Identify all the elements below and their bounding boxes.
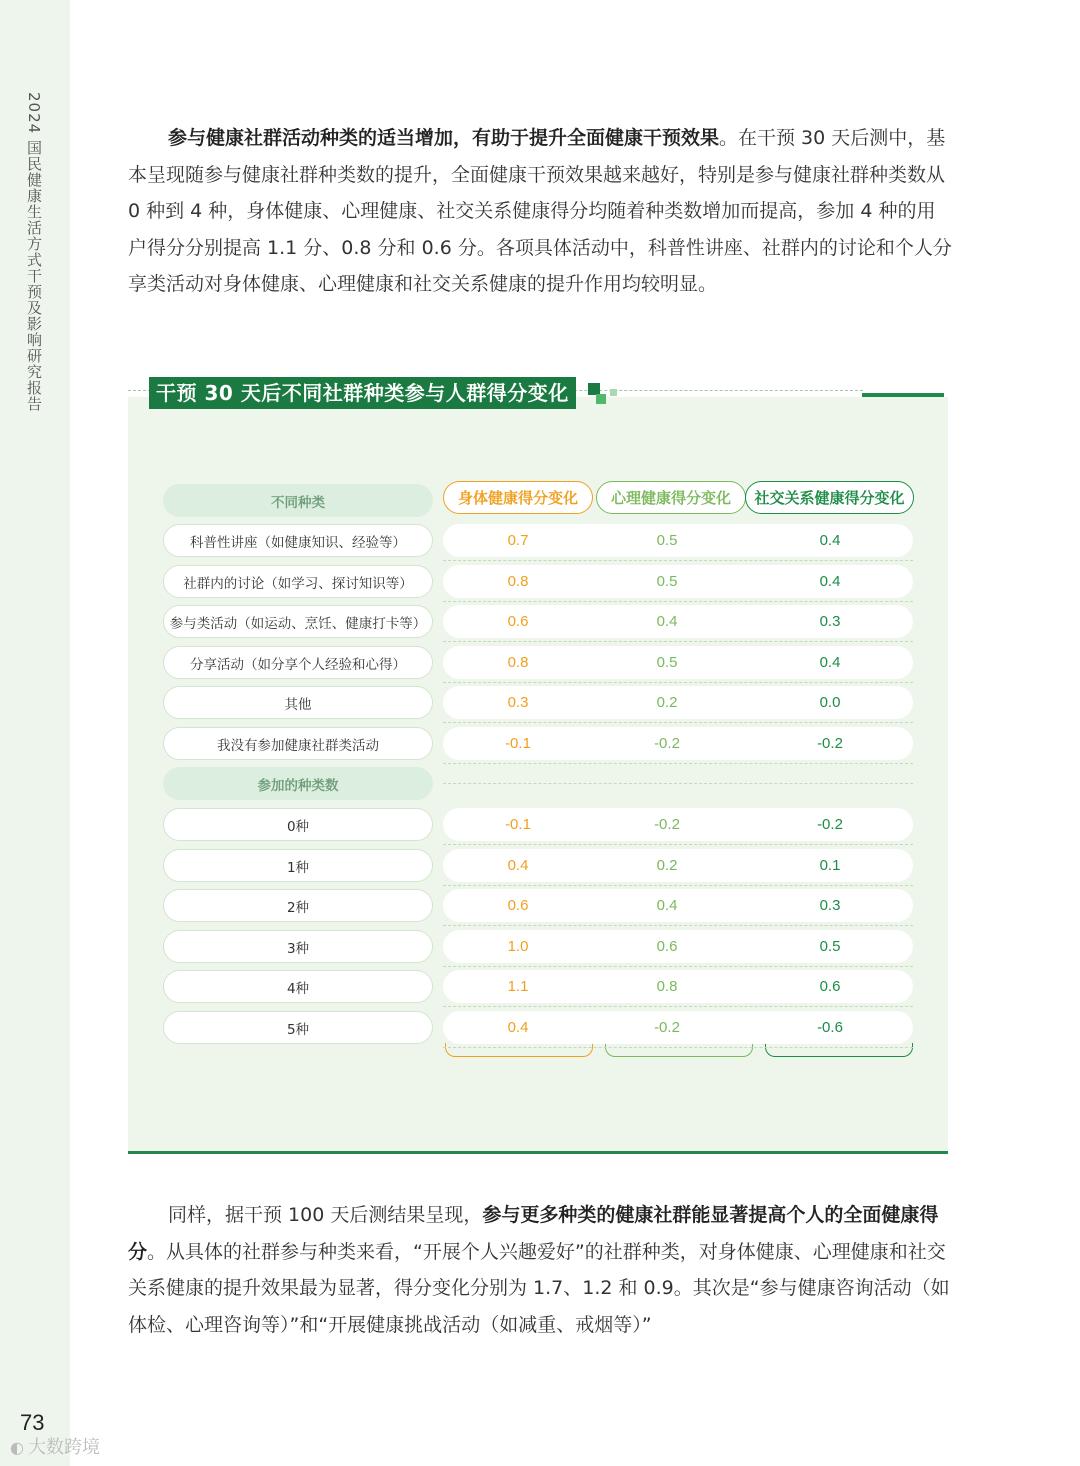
row-divider <box>443 641 913 642</box>
value-cell-mental: 0.5 <box>656 573 678 590</box>
row-divider <box>443 1047 913 1048</box>
value-cell-physical: 0.7 <box>507 532 529 549</box>
value-cell-mental: -0.2 <box>654 1019 680 1036</box>
row-divider <box>443 601 913 602</box>
row-divider <box>443 885 913 886</box>
value-cell-physical: 0.6 <box>507 613 529 630</box>
value-cell-physical: 0.4 <box>507 1019 529 1036</box>
page-number: 73 <box>20 1410 45 1435</box>
value-cell-social: 0.3 <box>819 613 841 630</box>
value-cell-mental: 0.6 <box>656 938 678 955</box>
row-label-type: 分享活动（如分享个人经验和心得） <box>163 646 433 679</box>
value-cell-mental: 0.2 <box>656 694 678 711</box>
value-cell-mental: 0.8 <box>656 978 678 995</box>
intro-text: 。在干预 30 天后测中，基本呈现随参与健康社群种类数的提升，全面健康干预效果越来越好，特别是参与健康社群种类数从 0 种到 4 种，身体健康、心理健康、社交关系健康得分均随着种类数增加而提高，参加 4 种的用户得分分别提高 1.1 分、0.8 分和 0.6 分。各项具体活动中，科普性讲座、社群内的讨论和个人分享类活动对身体健康、心理健康和社交关系健康的提升作用均较明显。 <box>128 127 952 296</box>
value-cell-social: 0.3 <box>819 897 841 914</box>
value-cell-physical: 0.8 <box>507 654 529 671</box>
column-header-social: 社交关系健康得分变化 <box>745 481 914 514</box>
value-cell-physical: 0.4 <box>507 857 529 874</box>
section-divider <box>443 783 913 784</box>
value-cell-physical: 0.3 <box>507 694 529 711</box>
followup-lead: 同样，据干预 100 天后测结果呈现， <box>168 1204 483 1226</box>
row-label-count: 3种 <box>163 930 433 963</box>
value-cell-social: 0.4 <box>819 573 841 590</box>
chart-title: 干预 30 天后不同社群种类参与人群得分变化 <box>149 377 576 409</box>
value-cell-mental: 0.5 <box>656 532 678 549</box>
watermark-text: 大数跨境 <box>27 1437 100 1458</box>
row-label-count: 2种 <box>163 889 433 922</box>
value-cell-physical: -0.1 <box>505 816 531 833</box>
value-cell-social: 0.5 <box>819 938 841 955</box>
row-label-count: 4种 <box>163 970 433 1003</box>
watermark <box>10 1433 100 1459</box>
value-cell-social: 0.4 <box>819 654 841 671</box>
row-divider <box>443 560 913 561</box>
section-header-count: 参加的种类数 <box>163 767 433 800</box>
row-label-count: 5种 <box>163 1011 433 1044</box>
value-cell-mental: 0.2 <box>656 857 678 874</box>
column-bracket-mental <box>605 1043 753 1057</box>
value-cell-mental: 0.4 <box>656 897 678 914</box>
value-cell-social: -0.2 <box>817 816 843 833</box>
value-cell-physical: 1.0 <box>507 938 529 955</box>
row-label-type: 我没有参加健康社群类活动 <box>163 727 433 760</box>
followup-paragraph <box>128 1197 952 1343</box>
column-header-mental: 心理健康得分变化 <box>596 481 746 514</box>
column-bracket-physical <box>445 1043 593 1057</box>
value-cell-physical: 1.1 <box>507 978 529 995</box>
row-label-count: 0种 <box>163 808 433 841</box>
report-title: 2024 国民健康生活方式干预及影响研究报告 <box>25 92 43 412</box>
row-divider <box>443 1006 913 1007</box>
followup-bold: 参与更多种类的健康社群能显著提高个人的全面健康得分 <box>128 1204 939 1263</box>
row-divider <box>443 722 913 723</box>
value-cell-physical: -0.1 <box>505 735 531 752</box>
value-cell-mental: -0.2 <box>654 735 680 752</box>
row-divider <box>443 682 913 683</box>
value-cell-social: 0.4 <box>819 532 841 549</box>
row-label-type: 其他 <box>163 686 433 719</box>
value-cell-physical: 0.8 <box>507 573 529 590</box>
row-label-type: 科普性讲座（如健康知识、经验等） <box>163 524 433 557</box>
watermark-logo-icon: ◐ <box>10 1438 24 1457</box>
value-cell-mental: 0.4 <box>656 613 678 630</box>
followup-text: 。从具体的社群参与种类来看，“开展个人兴趣爱好”的社群种类，对身体健康、心理健康和社交关系健康的提升效果最为显著，得分变化分别为 1.7、1.2 和 0.9。其次是“参与健康咨询活动（如体检、心理咨询等）”和“开展健康挑战活动（如减重、戒烟等）” <box>128 1240 950 1336</box>
row-divider <box>443 763 913 764</box>
row-label-count: 1种 <box>163 849 433 882</box>
row-divider <box>443 844 913 845</box>
column-header-physical: 身体健康得分变化 <box>443 481 593 514</box>
row-divider <box>443 966 913 967</box>
value-cell-social: 0.6 <box>819 978 841 995</box>
value-cell-social: 0.1 <box>819 857 841 874</box>
intro-bold-lead: 参与健康社群活动种类的适当增加，有助于提升全面健康干预效果 <box>168 127 720 149</box>
column-bracket-social <box>765 1043 913 1057</box>
section-header-types: 不同种类 <box>163 484 433 517</box>
value-cell-mental: -0.2 <box>654 816 680 833</box>
value-cell-social: -0.6 <box>817 1019 843 1036</box>
value-cell-physical: 0.6 <box>507 897 529 914</box>
value-cell-social: 0.0 <box>819 694 841 711</box>
title-decor-square <box>596 394 606 404</box>
value-cell-social: -0.2 <box>817 735 843 752</box>
intro-paragraph <box>128 120 952 303</box>
value-cell-mental: 0.5 <box>656 654 678 671</box>
title-decor-square <box>610 389 617 396</box>
row-label-type: 社群内的讨论（如学习、探讨知识等） <box>163 565 433 598</box>
row-label-type: 参与类活动（如运动、烹饪、健康打卡等） <box>163 605 433 638</box>
row-divider <box>443 925 913 926</box>
